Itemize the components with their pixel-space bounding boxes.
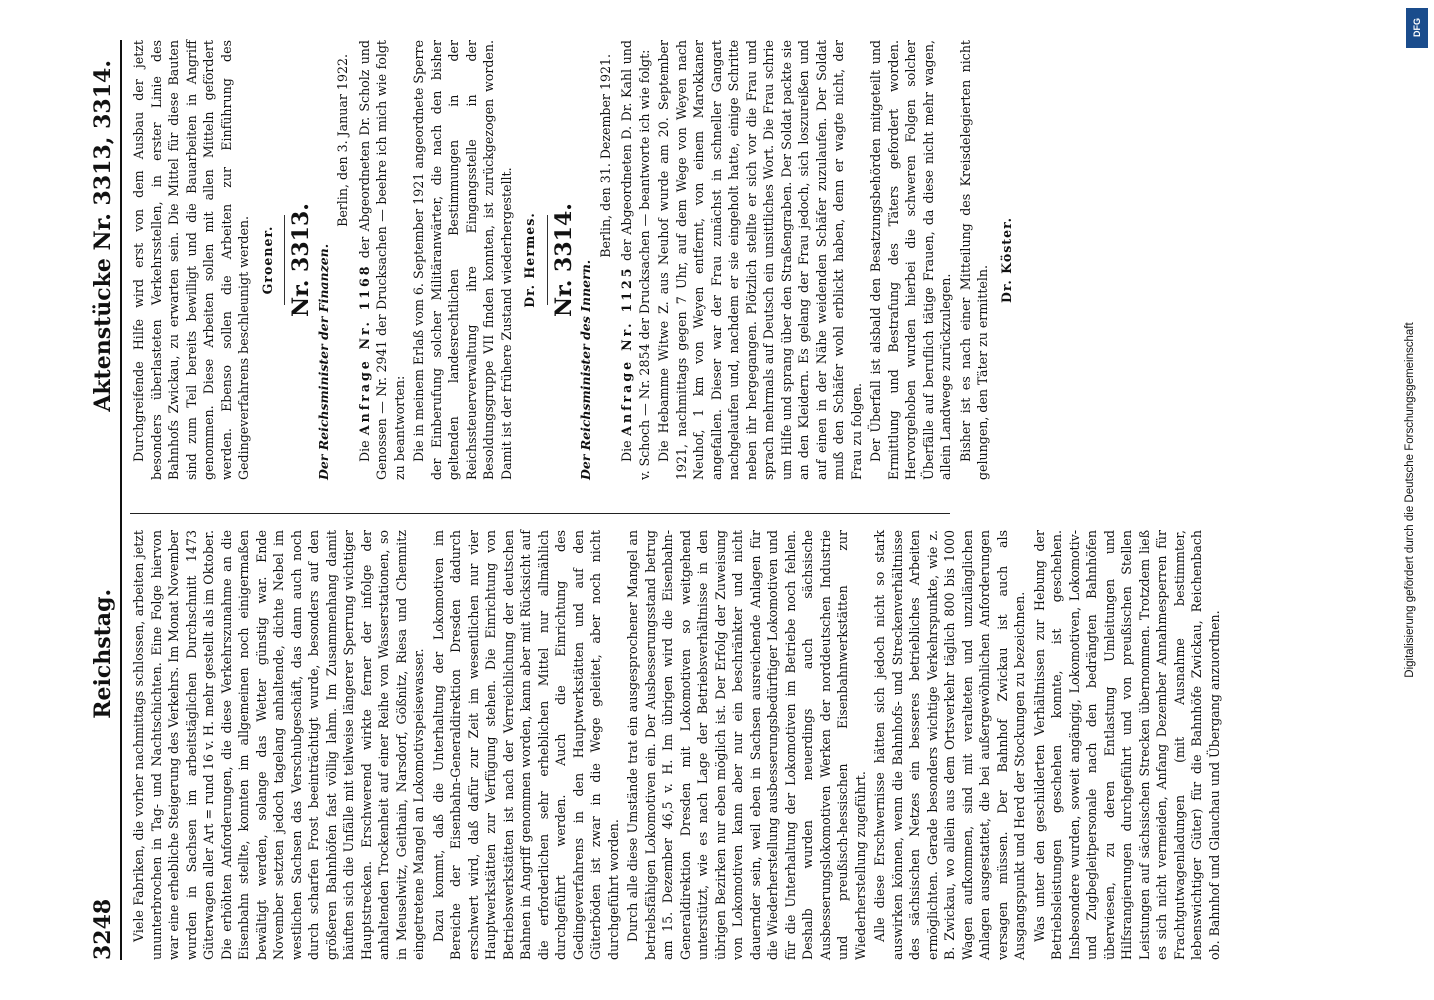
anfrage-ref: Anfrage Nr. 1125 [619,265,634,436]
digitization-note-text: Digitalisierung gefördert durch die Deutsche Forschungsgemeinschaft [1404,322,1416,678]
paragraph: Durch alle diese Umstände trat ein ausgesprochener Mangel an betriebsfähigen Lokomotiven ein. Der Ausbesserungsstand betrug am 15. Dezember 46,5 v. H. Im übrigen wird die Eisenbahn-Generaldirektion Dresden mit Lokomotiven so weitgehend unterstützt, wie es nach Lage der Betriebsverhältnisse in den übrigen Bezirken nur eben möglich ist. Der Erfolg der Zuweisung von Lokomotiven kann aber nur ein beschränkter und nicht dauernder sein, weil eben in Sachsen ausreichende Anlagen für die Wiederherstellung ausbesserungsbedürftiger Lokomotiven und für die Unterhaltung der Lokomotiven im Betriebe noch fehlen. Deshalb wurden neuerdings auch sächsische Ausbesserungslokomotiven Werken der norddeutschen Industrie und preußisch-hessischen Eisenbahnwerkstätten zur Wiederherstellung zugeführt. [625,530,868,960]
right-column [130,40,1021,480]
signature-hermes: Dr. Hermes. [522,212,537,308]
text-prefix: Die [619,440,634,462]
page-header [72,40,122,960]
paragraph: Die in meinem Erlaß vom 6. September 1921 angeordnete Sperre der Einberufung solcher Militäranwärter, die nach den bisher geltenden landesrechtlichen Bestimmungen in der Reichssteuerverwaltung ihre Eingangsstelle in der Besoldungsgruppe VII finden konnten, ist zurückgezogen worden. Damit ist der frühere Zustand wiederhergestellt. [411,40,514,480]
column-divider [130,513,950,514]
issuer: Der Reichsminister des Innern. [578,259,593,480]
left-column [130,530,1225,960]
text-rest: der Abgeordneten D. Dr. Kahl und v. Schoch — Nr. 2854 der Drucksachen — beantworte ich wie folgt: [619,40,652,480]
paragraph [356,40,409,480]
section-title: Aktenstücke Nr. 3313, 3314. [90,60,116,412]
separator [547,215,548,305]
rotated-document-page [60,0,1360,1000]
paragraph [618,40,653,480]
text-prefix: Die [356,440,372,462]
publication-title: Reichstag. [90,588,116,719]
paragraph: Bisher ist es nach einer Mitteilung des Kreisdelegierten nicht gelungen, den Täter zu ermitteln. [957,40,990,480]
issuer: Der Reichsminister der Finanzen. [315,243,331,480]
signature-groener: Groener. [259,225,275,295]
digitization-note [1400,80,1420,920]
anfrage-ref: Anfrage Nr. 1168 [356,263,372,436]
document-number-3314: Nr. 3314. [550,203,577,317]
dfg-logo: DFG [1406,8,1428,48]
date: Berlin, den 3. Januar 1922. [335,54,350,227]
date: Berlin, den 31. Dezember 1921. [597,54,613,258]
paragraph: Durchgreifende Hilfe wird erst von dem Ausbau der jetzt besonders überlasteten Verkehrsstellen, in erster Linie des Bahnhofs Zwickau, zu erwarten sein. Die Mittel für diese Bauten sind zum Teil bereits bewilligt und die Bauarbeiten in Angriff genommen. Diese Arbeiten sollen mit allen Mitteln gefördert werden. Ebenso sollen die Arbeiten zur Einführung des Gedingeverfahrens beschleunigt werden. [131,40,251,480]
paragraph: Was unter den geschilderten Verhältnissen zur Hebung der Betriebsleistungen geschehen konnte, ist geschehen. Insbesondere wurden, soweit angängig, Lokomotiven, Lokomotiv- und Zugbegleitpersonale nach den bedrängten Bahnhöfen überwiesen, zu deren Entlastung Umleitungen und Hilfsrangierungen durchgeführt und von preußischen Stellen Leistungen auf sächsischen Strecken übernommen. Trotzdem ließ es sich nicht vermeiden, Anfang Dezember Annahmesperren für Frachtgutwagenladungen (mit Ausnahme bestimmter, lebenswichtiger Güter) für die Bahnhöfe Zwickau, Reichenbach ob. Bahnhof und Glauchau und Übergang anzuordnen. [1031,530,1222,960]
paragraph: Der Überfall ist alsbald den Besatzungsbehörden mitgeteilt und Ermittlung und Bestrafung des Täters gefordert worden. Hervorgehoben wurden hierbei die schweren Folgen solcher Überfälle auf beruflich tätige Frauen, da diese nicht mehr wagen, allein Landwege zurückzulegen. [868,40,953,480]
signature-koester: Dr. Köster. [998,216,1014,304]
document-number-3313: Nr. 3313. [288,203,314,317]
page-number: 3248 [90,898,116,960]
paragraph: Dazu kommt, daß die Unterhaltung der Lokomotiven im Bereiche der Eisenbahn-Generaldirektion Dresden dadurch erschwert wird, daß dafür zur Zeit im wesentlichen nur vier Hauptwerkstätten zur Verfügung stehen. Die Einrichtung von Betriebswerkstätten ist nach der Verreichlichung der deutschen Bahnen in Angriff genommen worden, kann aber mit Rücksicht auf die erforderlichen sehr erheblichen Mittel nur allmählich durchgeführt werden. Auch die Einrichtung des Gedingeverfahrens in den Hauptwerkstätten und auf den Güterböden ist zwar in die Wege geleitet, aber noch nicht durchgeführt worden. [430,530,621,960]
separator [284,215,285,305]
paragraph: Viele Fabriken, die vorher nachmittags schlossen, arbeiten jetzt ununterbrochen in Tag- und Nachtschichten. Eine Folge hiervon war eine erhebliche Steigerung des Verkehrs. Im Monat November wurden in Sachsen im arbeitstäglichen Durchschnitt 1473 Güterwagen aller Art = rund 16 v. H. mehr gestellt als im Oktober. Die erhöhten Anforderungen, die diese Verkehrszunahme an die Eisenbahn stellte, konnten im allgemeinen noch einigermaßen bewältigt werden, solange das Wetter günstig war. Ende November setzten jedoch tagelang anhaltende, dichte Nebel im westlichen Sachsen das Verschubgeschäft, das dann auch noch durch scharfen Frost beeinträchtigt wurde, besonders auf den größeren Bahnhöfen fast völlig lahm. Im Zusammenhang damit häuften sich die Unfälle mit teilweise längerer Sperrung wichtiger Hauptstrecken. Erschwerend wirkte ferner der infolge der anhaltenden Trockenheit auf einer Reihe von Wasserstationen, so in Meuselwitz, Geithain, Narsdorf, Gößnitz, Riesa und Chemnitz eingetretene Mangel an Lokomotivspeisewasser. [131,530,426,960]
paragraph: Die Hebamme Witwe Z. aus Neuhof wurde am 20. September 1921, nachmittags gegen 7 Uhr, auf dem Wege von Weyen nach Neuhof, 1 km von Weyen entfernt, von einem Marokkaner angefallen. Dieser war der Frau zunächst in schneller Gangart nachgelaufen und, nachdem er sie eingeholt hatte, einige Schritte neben ihr hergegangen. Plötzlich stellte er sich vor die Frau und sprach mehrmals auf Deutsch ein unsittliches Wort. Die Frau schrie um Hilfe und sprang über den Straßengraben. Der Soldat packte sie an den Kleidern. Es gelang der Frau jedoch, sich loszureißen und auf einen in der Nähe weidenden Schäfer zuzulaufen. Der Soldat muß den Schäfer wohl erblickt haben, denn er wagte nicht, der Frau zu folgen. [656,40,864,480]
text-rest: der Abgeordneten Dr. Scholz und Genossen — Nr. 2941 der Drucksachen — beehre ich mich wie folgt zu beantworten: [356,40,407,480]
paragraph: Alle diese Erschwernisse hätten sich jedoch nicht so stark auswirken können, wenn die Bahnhofs- und Streckenverhältnisse des sächsischen Netzes ein besseres betriebliches Arbeiten ermöglichten. Gerade besonders wichtige Verkehrspunkte, wie z. B. Zwickau, wo allein aus dem Ortsverkehr täglich 800 bis 1000 Wagen aufkommen, sind mit veralteten und unzulänglichen Anlagen ausgestattet, die bei außergewöhnlichen Anforderungen versagen müssen. Der Bahnhof Zwickau ist auch als Ausgangspunkt und Herd der Stockungen zu bezeichnen. [872,530,1027,960]
